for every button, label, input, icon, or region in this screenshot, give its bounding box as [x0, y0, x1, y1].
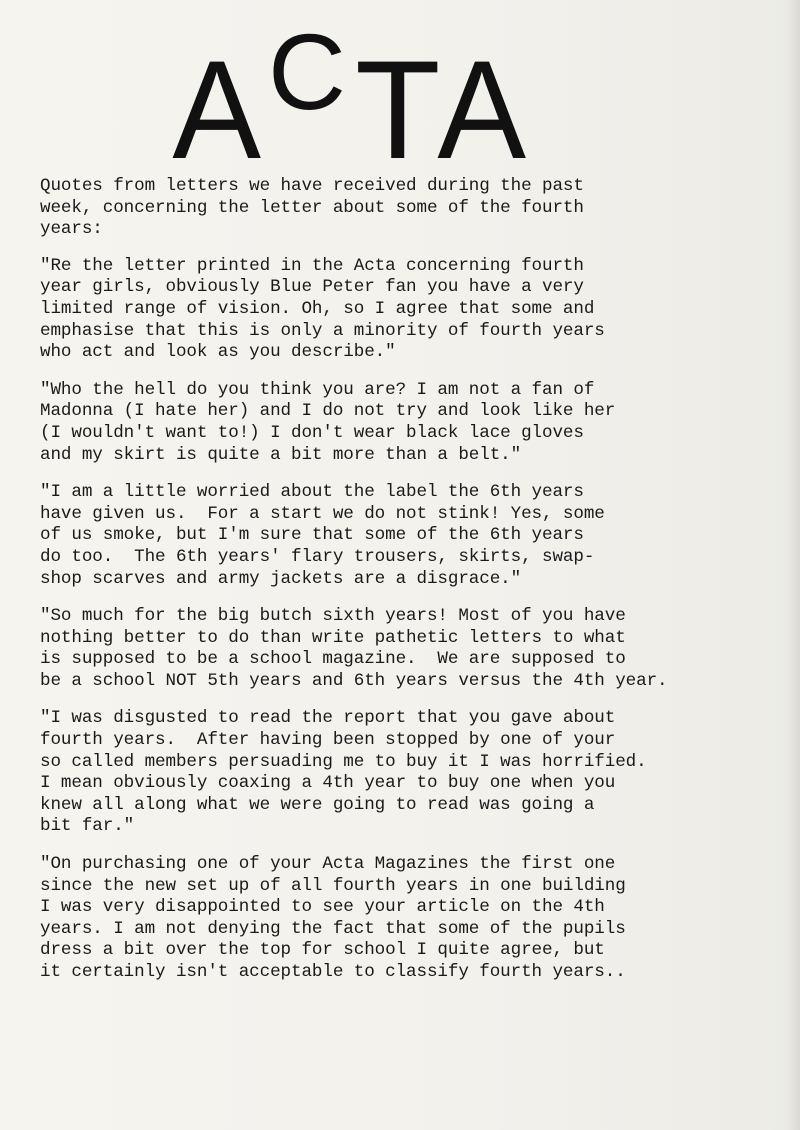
- text-line: (I wouldn't want to!) I don't wear black lace gloves: [40, 422, 584, 443]
- masthead-letter: T: [355, 31, 441, 188]
- letter-quote: [40, 482, 760, 590]
- text-line: fourth years. After having been stopped by one of your: [40, 730, 616, 751]
- masthead-letter: A: [172, 31, 262, 188]
- text-line: and my skirt is quite a bit more than a belt.": [40, 444, 522, 465]
- text-line: "Re the letter printed in the Acta concerning fourth: [40, 255, 584, 276]
- article-body: [40, 176, 760, 1000]
- text-line: since the new set up of all fourth years in one building: [40, 875, 626, 896]
- letter-quote: [40, 606, 760, 692]
- text-line: it certainly isn't acceptable to classify fourth years..: [40, 962, 626, 982]
- text-line: years. I am not denying the fact that some of the pupils: [40, 918, 626, 939]
- text-line: Madonna (I hate her) and I do not try and look like her: [40, 401, 616, 422]
- text-line: "I was disgusted to read the report that you gave about: [40, 708, 616, 729]
- text-line: "I am a little worried about the label the 6th years: [40, 482, 584, 503]
- masthead-letter: C: [268, 11, 346, 132]
- text-line: limited range of vision. Oh, so I agree that some and: [40, 298, 595, 319]
- text-line: do too. The 6th years' flary trousers, skirts, swap-: [40, 546, 595, 567]
- letter-quote: [40, 854, 760, 984]
- text-line: be a school NOT 5th years and 6th years versus the 4th year.: [40, 670, 668, 691]
- text-line: is supposed to be a school magazine. We are supposed to: [40, 649, 626, 670]
- text-line: bit far.": [40, 816, 135, 837]
- text-line: dress a bit over the top for school I quite agree, but: [40, 940, 605, 961]
- text-line: who act and look as you describe.": [40, 342, 396, 363]
- text-line: have given us. For a start we do not stink! Yes, some: [40, 503, 605, 524]
- text-line: "On purchasing one of your Acta Magazines the first one: [40, 854, 616, 875]
- masthead-logo: [170, 11, 527, 188]
- text-line: I mean obviously coaxing a 4th year to buy one when you: [40, 773, 616, 794]
- text-line: shop scarves and army jackets are a disgrace.": [40, 568, 522, 589]
- text-line: nothing better to do than write pathetic letters to what: [40, 627, 626, 648]
- page-edge-shadow: [786, 0, 800, 1130]
- text-line: so called members persuading me to buy it I was horrified.: [40, 751, 647, 772]
- text-line: emphasise that this is only a minority of fourth years: [40, 320, 605, 341]
- letter-quote: [40, 708, 760, 838]
- text-line: I was very disappointed to see your article on the 4th: [40, 897, 605, 918]
- masthead-letter: A: [437, 31, 527, 188]
- text-line: year girls, obviously Blue Peter fan you have a very: [40, 277, 584, 298]
- intro-paragraph: [40, 176, 660, 241]
- text-line: week, concerning the letter about some of the fourth: [40, 197, 584, 218]
- text-line: of us smoke, but I'm sure that some of the 6th years: [40, 525, 584, 546]
- text-line: years:: [40, 219, 103, 240]
- text-line: knew all along what we were going to read was going a: [40, 794, 595, 815]
- text-line: "Who the hell do you think you are? I am not a fan of: [40, 379, 595, 400]
- letter-quote: [40, 380, 760, 466]
- text-line: Quotes from letters we have received during the past: [40, 176, 584, 196]
- letter-quote: [40, 256, 760, 364]
- text-line: "So much for the big butch sixth years! Most of you have: [40, 606, 626, 627]
